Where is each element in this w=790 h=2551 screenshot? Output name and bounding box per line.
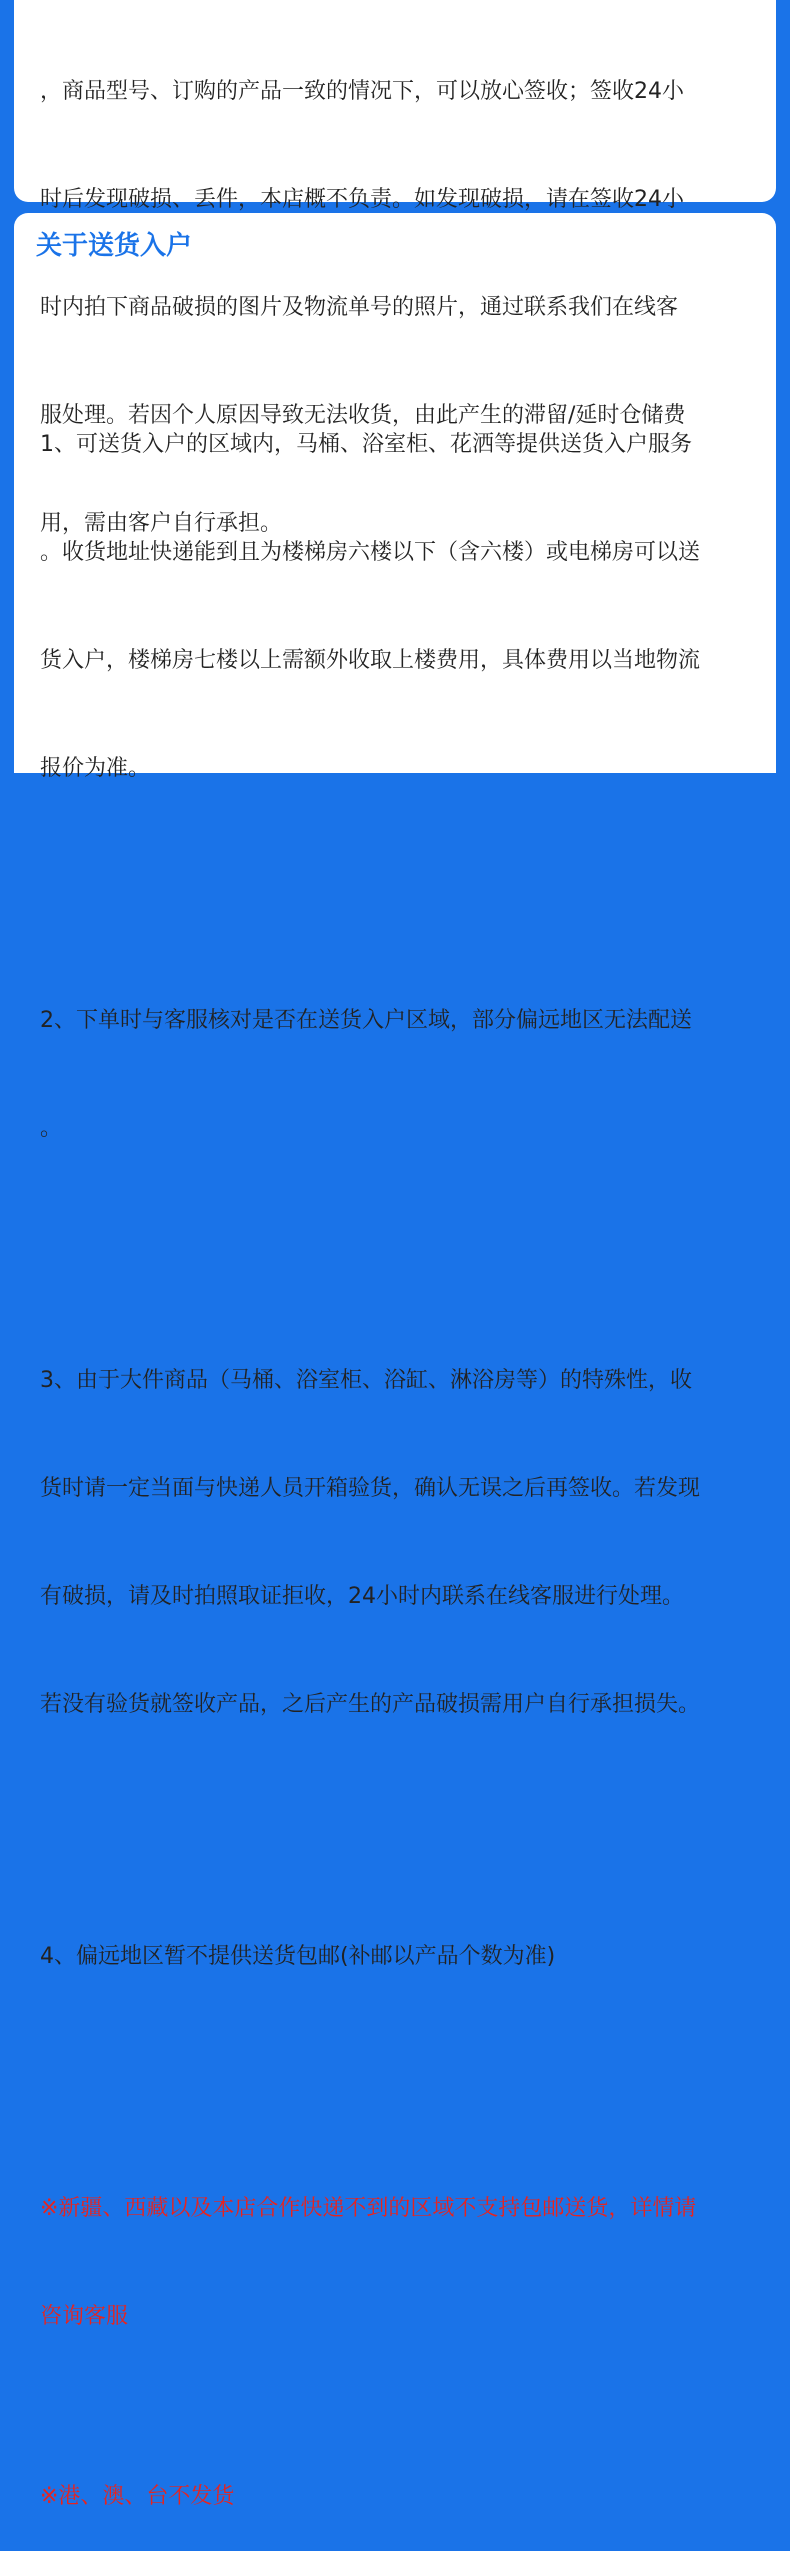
section-title: 关于送货入户 xyxy=(36,231,193,261)
note-line: 咨询客服 xyxy=(40,2304,129,2329)
intro-line: 服处理。若因个人原因导致无法收货，由此产生的滞留/延时仓储费 xyxy=(40,403,686,428)
item-line: 货入户，楼梯房七楼以上需额外收取上楼费用，具体费用以当地物流 xyxy=(40,648,701,673)
delivery-list xyxy=(40,283,752,2551)
item-line: 2、下单时与客服核对是否在送货入户区域，部分偏远地区无法配送 xyxy=(40,1008,692,1033)
item-line: 。 xyxy=(40,1116,63,1141)
item-line: 。收货地址快递能到且为楼梯房六楼以下（含六楼）或电梯房可以送 xyxy=(40,540,701,565)
intro-line: 时后发现破损、丢件，本店概不负责。如发现破损，请在签收24小 xyxy=(40,187,684,212)
list-item-4 xyxy=(40,1867,752,2047)
note-line: ※新疆、西藏以及本店合作快递不到的区域不支持包邮送货，详情请 xyxy=(40,2196,697,2221)
intro-line: 时内拍下商品破损的图片及物流单号的照片，通过联系我们在线客 xyxy=(40,295,679,320)
item-line: 有破损，请及时拍照取证拒收，24小时内联系在线客服进行处理。 xyxy=(40,1584,684,1609)
item-line: 若没有验货就签收产品，之后产生的产品破损需用户自行承担损失。 xyxy=(40,1692,701,1717)
note-remote-areas xyxy=(40,2119,752,2407)
list-item-2 xyxy=(40,931,752,1219)
item-line: 4、偏远地区暂不提供送货包邮(补邮以产品个数为准) xyxy=(40,1944,556,1969)
item-line: 3、由于大件商品（马桶、浴室柜、浴缸、淋浴房等）的特殊性，收 xyxy=(40,1368,692,1393)
list-item-1 xyxy=(40,355,752,859)
item-line: 报价为准。 xyxy=(40,756,151,781)
intro-line: ，商品型号、订购的产品一致的情况下，可以放心签收；签收24小 xyxy=(40,79,684,104)
list-item-3 xyxy=(40,1291,752,1795)
item-line: 货时请一定当面与快递人员开箱验货，确认无误之后再签收。若发现 xyxy=(40,1476,701,1501)
item-line: 1、可送货入户的区域内，马桶、浴室柜、花洒等提供送货入户服务 xyxy=(40,432,692,457)
note-no-shipping: ※港、澳、台不发货 xyxy=(40,2484,235,2509)
intro-line: 用，需由客户自行承担。 xyxy=(40,511,283,536)
